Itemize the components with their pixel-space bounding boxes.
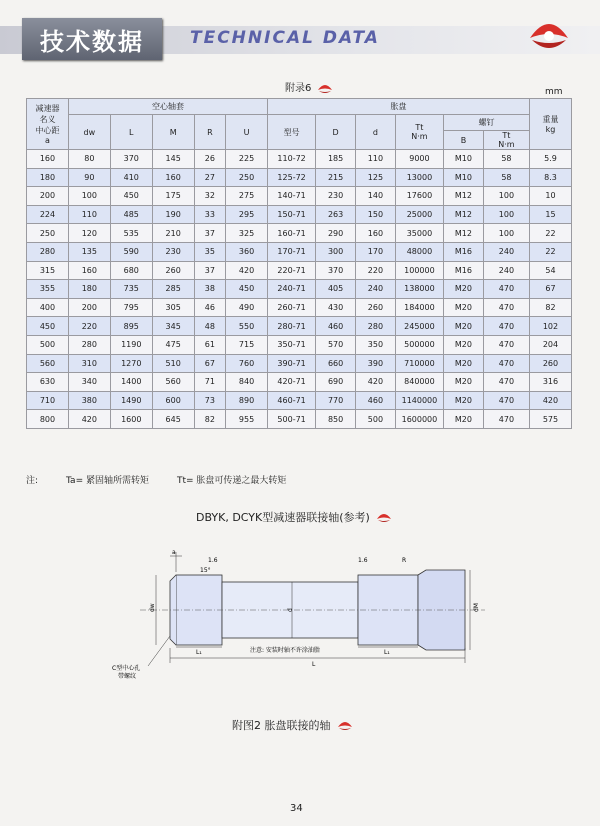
table-cell: 315 (27, 261, 69, 280)
table-cell: 600 (152, 391, 194, 410)
table-cell: 250 (226, 168, 268, 187)
table-row (27, 298, 572, 317)
table-cell: 22 (529, 224, 571, 243)
table-cell: 570 (316, 335, 356, 354)
table-cell: M20 (444, 354, 484, 373)
table-cell: 470 (483, 317, 529, 336)
table-cell: 400 (27, 298, 69, 317)
table-cell: 390 (356, 354, 396, 373)
table-cell: 33 (194, 205, 225, 224)
table-cell: 263 (316, 205, 356, 224)
table-cell: M12 (444, 205, 484, 224)
table-cell: M16 (444, 242, 484, 261)
table-cell: 90 (68, 168, 110, 187)
table-cell: 250 (27, 224, 69, 243)
table-cell: 590 (110, 242, 152, 261)
table-cell: 100 (68, 187, 110, 206)
table-cell: 224 (27, 205, 69, 224)
table-cell: 37 (194, 224, 225, 243)
table-cell: 25000 (395, 205, 443, 224)
header-tt: Tt N·m (395, 115, 443, 150)
table-cell: M20 (444, 335, 484, 354)
red-wing-icon (317, 83, 333, 94)
table-cell: 405 (316, 280, 356, 299)
table-cell: 67 (194, 354, 225, 373)
table-cell: 100000 (395, 261, 443, 280)
table-cell: 575 (529, 410, 571, 429)
header-model: 型号 (268, 115, 316, 150)
table-cell: 535 (110, 224, 152, 243)
table-cell: M10 (444, 168, 484, 187)
table-cell: 390-71 (268, 354, 316, 373)
table-cell: 355 (27, 280, 69, 299)
table-cell: 735 (110, 280, 152, 299)
table-cell: 500 (356, 410, 396, 429)
center-hole-label: C型中心孔 (112, 665, 141, 672)
table-cell: 430 (316, 298, 356, 317)
table-cell: 470 (483, 298, 529, 317)
table-cell: 27 (194, 168, 225, 187)
header-R: R (194, 115, 225, 150)
table-cell: 660 (316, 354, 356, 373)
table-cell: 225 (226, 150, 268, 169)
table-cell: 560 (27, 354, 69, 373)
table-cell: 630 (27, 373, 69, 392)
table-cell: 380 (68, 391, 110, 410)
table-cell: 82 (529, 298, 571, 317)
table-cell: 1190 (110, 335, 152, 354)
table-cell: 220-71 (268, 261, 316, 280)
table-cell: 200 (27, 187, 69, 206)
table-cell: 895 (110, 317, 152, 336)
table-cell: 460-71 (268, 391, 316, 410)
thread-label: 带螺纹 (118, 673, 137, 680)
section-title: 技术数据 (22, 18, 162, 60)
header-weight: 重量 kg (529, 99, 571, 150)
header-hollow-shaft: 空心轴套 (68, 99, 267, 115)
table-cell: 38 (194, 280, 225, 299)
table-cell: 10 (529, 187, 571, 206)
header-center-distance: 减速器 名义 中心距 a (27, 99, 69, 150)
company-logo-icon (526, 16, 572, 56)
table-row (27, 317, 572, 336)
table-cell: 690 (316, 373, 356, 392)
table-cell: 645 (152, 410, 194, 429)
table-cell: 54 (529, 261, 571, 280)
table-cell: 485 (110, 205, 152, 224)
shaft-section-title: DBYK, DCYK型减速器联接轴(参考) (196, 509, 392, 525)
table-cell: 32 (194, 187, 225, 206)
table-cell: 220 (356, 261, 396, 280)
dim-dM: dM (473, 603, 480, 612)
table-row (27, 410, 572, 429)
table-cell: 316 (529, 373, 571, 392)
table-cell: 370 (110, 150, 152, 169)
table-cell: 340 (68, 373, 110, 392)
table-cell: 26 (194, 150, 225, 169)
table-cell: 100 (483, 187, 529, 206)
table-cell: 200 (68, 298, 110, 317)
table-cell: 420 (68, 410, 110, 429)
table-cell: 35000 (395, 224, 443, 243)
table-cell: 240-71 (268, 280, 316, 299)
table-cell: 35 (194, 242, 225, 261)
table-cell: 420 (356, 373, 396, 392)
table-cell: 275 (226, 187, 268, 206)
table-cell: 125-72 (268, 168, 316, 187)
table-cell: 61 (194, 335, 225, 354)
table-cell: 260 (356, 298, 396, 317)
table-row (27, 280, 572, 299)
table-cell: 125 (356, 168, 396, 187)
table-cell: 58 (483, 168, 529, 187)
table-cell: 48000 (395, 242, 443, 261)
table-cell: 285 (152, 280, 194, 299)
table-cell: 680 (110, 261, 152, 280)
table-cell: 100 (483, 205, 529, 224)
table-cell: 715 (226, 335, 268, 354)
table-cell: 470 (483, 354, 529, 373)
table-cell: M12 (444, 224, 484, 243)
table-body (27, 150, 572, 429)
table-cell: 8.3 (529, 168, 571, 187)
table-cell: 102 (529, 317, 571, 336)
table-cell: 550 (226, 317, 268, 336)
table-cell: 184000 (395, 298, 443, 317)
table-cell: 17600 (395, 187, 443, 206)
table-cell: 1400 (110, 373, 152, 392)
table-cell: 160 (27, 150, 69, 169)
table-cell: 470 (483, 391, 529, 410)
table-cell: 110 (68, 205, 110, 224)
table-cell: 350-71 (268, 335, 316, 354)
table-cell: 470 (483, 410, 529, 429)
header-B: B (444, 131, 484, 150)
table-cell: 58 (483, 150, 529, 169)
table-cell: M20 (444, 410, 484, 429)
table-cell: 280 (27, 242, 69, 261)
table-cell: 22 (529, 242, 571, 261)
header-dw: dw (68, 115, 110, 150)
table-cell: 325 (226, 224, 268, 243)
table-cell: 135 (68, 242, 110, 261)
table-cell: 500-71 (268, 410, 316, 429)
table-cell: M20 (444, 280, 484, 299)
table-cell: M20 (444, 298, 484, 317)
table-cell: 82 (194, 410, 225, 429)
table-cell: 710 (27, 391, 69, 410)
dim-radius: R (402, 557, 407, 564)
table-cell: 240 (356, 280, 396, 299)
header-M: M (152, 115, 194, 150)
table-cell: 180 (68, 280, 110, 299)
header-U: U (226, 115, 268, 150)
table-cell: 450 (226, 280, 268, 299)
header-L: L (110, 115, 152, 150)
dim-angle: 15° (200, 567, 211, 574)
table-cell: M20 (444, 391, 484, 410)
table-cell: 138000 (395, 280, 443, 299)
section-title-en: TECHNICAL DATA (190, 28, 380, 48)
table-cell: 450 (110, 187, 152, 206)
table-cell: 290 (316, 224, 356, 243)
shaft-drawing (100, 548, 500, 698)
table-cell: 260-71 (268, 298, 316, 317)
page-header (0, 0, 600, 68)
table-cell: 204 (529, 335, 571, 354)
table-cell: 120 (68, 224, 110, 243)
table-cell: 140-71 (268, 187, 316, 206)
table-cell: 490 (226, 298, 268, 317)
dim-roughness-right: 1.6 (358, 557, 368, 564)
table-cell: 1600000 (395, 410, 443, 429)
dim-d: d (287, 608, 294, 612)
table-cell: 160-71 (268, 224, 316, 243)
table-cell: M12 (444, 187, 484, 206)
table-row (27, 242, 572, 261)
table-cell: 890 (226, 391, 268, 410)
red-wing-icon (337, 720, 353, 731)
table-cell: 13000 (395, 168, 443, 187)
table-cell: 240 (483, 261, 529, 280)
table-cell: 420-71 (268, 373, 316, 392)
table-cell: M20 (444, 373, 484, 392)
table-cell: 350 (356, 335, 396, 354)
table-cell: M20 (444, 317, 484, 336)
table-cell: 46 (194, 298, 225, 317)
table-cell: 420 (529, 391, 571, 410)
page-number: 34 (290, 803, 303, 814)
table-row (27, 168, 572, 187)
unit-label: mm (545, 87, 563, 97)
table-cell: 470 (483, 335, 529, 354)
table-cell: 160 (356, 224, 396, 243)
table-cell: 450 (27, 317, 69, 336)
table-cell: 67 (529, 280, 571, 299)
table-cell: 795 (110, 298, 152, 317)
table-cell: 215 (316, 168, 356, 187)
table-row (27, 373, 572, 392)
dim-L: L (312, 661, 316, 668)
table-cell: 710000 (395, 354, 443, 373)
table-cell: 305 (152, 298, 194, 317)
table-cell: 175 (152, 187, 194, 206)
table-cell: 295 (226, 205, 268, 224)
table-cell: 760 (226, 354, 268, 373)
table-cell: 1490 (110, 391, 152, 410)
dim-L1-right: L₁ (384, 649, 390, 656)
table-cell: 5.9 (529, 150, 571, 169)
technical-data-table (26, 98, 572, 429)
appendix-label: 附录6 (285, 79, 333, 94)
table-cell: 210 (152, 224, 194, 243)
table-cell: 850 (316, 410, 356, 429)
table-cell: 145 (152, 150, 194, 169)
header-bolt: 螺钉 (444, 115, 530, 131)
table-cell: 220 (68, 317, 110, 336)
table-cell: 37 (194, 261, 225, 280)
table-cell: M16 (444, 261, 484, 280)
table-cell: 170-71 (268, 242, 316, 261)
table-cell: 240 (483, 242, 529, 261)
dim-a: a (172, 549, 176, 556)
table-cell: 180 (27, 168, 69, 187)
table-row (27, 391, 572, 410)
table-cell: 245000 (395, 317, 443, 336)
red-wing-icon (376, 512, 392, 523)
table-cell: 185 (316, 150, 356, 169)
table-cell: 470 (483, 373, 529, 392)
table-cell: 280-71 (268, 317, 316, 336)
table-cell: 345 (152, 317, 194, 336)
table-cell: 420 (226, 261, 268, 280)
table-cell: 110 (356, 150, 396, 169)
header-disc: 胀盘 (268, 99, 530, 115)
table-cell: 370 (316, 261, 356, 280)
table-cell: 80 (68, 150, 110, 169)
table-cell: 100 (483, 224, 529, 243)
table-cell: 48 (194, 317, 225, 336)
table-cell: 500000 (395, 335, 443, 354)
table-cell: 770 (316, 391, 356, 410)
table-cell: 300 (316, 242, 356, 261)
table-note: 注: Ta= 紧固轴所需转矩 Tt= 胀盘可传递之最大转矩 (26, 476, 287, 486)
table-row (27, 205, 572, 224)
table-cell: 1270 (110, 354, 152, 373)
table-cell: 280 (68, 335, 110, 354)
table-cell: 360 (226, 242, 268, 261)
table-cell: 160 (152, 168, 194, 187)
table-cell: 190 (152, 205, 194, 224)
table-row (27, 224, 572, 243)
table-cell: 260 (152, 261, 194, 280)
table-cell: 560 (152, 373, 194, 392)
table-cell: 150 (356, 205, 396, 224)
table-cell: 500 (27, 335, 69, 354)
dim-dw: dw (149, 603, 156, 612)
table-cell: 510 (152, 354, 194, 373)
table-cell: 9000 (395, 150, 443, 169)
dim-L1-left: L₁ (196, 649, 202, 656)
table-cell: 410 (110, 168, 152, 187)
table-cell: 280 (356, 317, 396, 336)
table-cell: 73 (194, 391, 225, 410)
figure-caption: 附图2 胀盘联接的轴 (232, 717, 353, 733)
table-cell: 260 (529, 354, 571, 373)
table-cell: 140 (356, 187, 396, 206)
table-cell: 71 (194, 373, 225, 392)
table-cell: 475 (152, 335, 194, 354)
table-cell: 160 (68, 261, 110, 280)
table-cell: 1600 (110, 410, 152, 429)
table-cell: 800 (27, 410, 69, 429)
table-cell: 15 (529, 205, 571, 224)
table-row (27, 335, 572, 354)
table-cell: 470 (483, 280, 529, 299)
table-cell: 150-71 (268, 205, 316, 224)
table-cell: 460 (356, 391, 396, 410)
table-cell: M10 (444, 150, 484, 169)
table-cell: 230 (152, 242, 194, 261)
table-cell: 840000 (395, 373, 443, 392)
header-D: D (316, 115, 356, 150)
table-cell: 955 (226, 410, 268, 429)
table-cell: 1140000 (395, 391, 443, 410)
table-row (27, 187, 572, 206)
table-row (27, 150, 572, 169)
table-cell: 840 (226, 373, 268, 392)
table-cell: 170 (356, 242, 396, 261)
table-row (27, 261, 572, 280)
header-bolt-tt: Tt N·m (483, 131, 529, 150)
mounting-note: 注意: 安装时轴不许涂油脂 (250, 647, 320, 654)
table-row (27, 354, 572, 373)
table-cell: 460 (316, 317, 356, 336)
header-d: d (356, 115, 396, 150)
table-cell: 310 (68, 354, 110, 373)
table-cell: 230 (316, 187, 356, 206)
dim-roughness-left: 1.6 (208, 557, 218, 564)
table-cell: 110-72 (268, 150, 316, 169)
